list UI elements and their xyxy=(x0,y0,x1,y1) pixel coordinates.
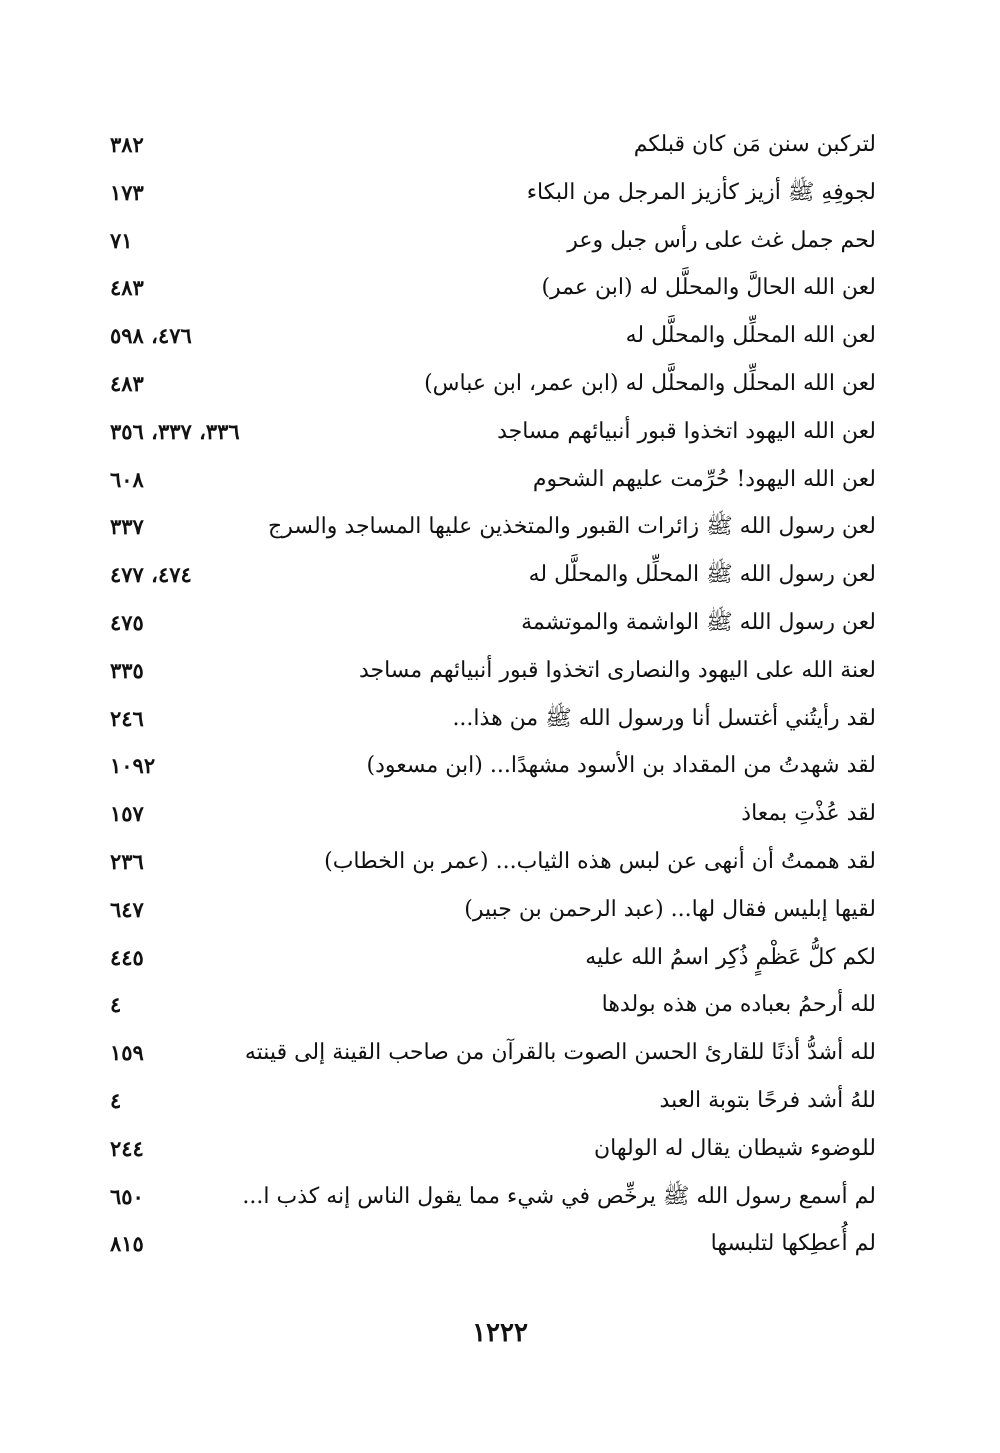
entry-text: لتركبن سنن مَن كان قبلكم xyxy=(633,132,876,157)
entry-text: لعنة الله على اليهود والنصارى اتخذوا قبور أنبيائهم مساجد xyxy=(358,657,876,683)
index-entry xyxy=(110,124,876,172)
entry-text: لعن الله الحالَّ والمحلَّل له (ابن عمر) xyxy=(541,275,876,301)
entry-text: للوضوء شيطان يقال له الولهان xyxy=(593,1135,876,1161)
entry-text: لعن رسول الله ﷺ المحلِّل والمحلَّل له xyxy=(528,562,876,588)
index-entry xyxy=(110,650,876,698)
entry-page-refs: ٢٤٤ xyxy=(110,1135,144,1161)
entry-text: لعن الله اليهود! حُرِّمت عليهم الشحوم xyxy=(532,466,876,492)
index-entry xyxy=(110,793,876,841)
index-entry xyxy=(110,267,876,315)
entry-page-refs: ٤٤٥ xyxy=(110,944,144,970)
entry-page-refs: ٣٣٧ xyxy=(110,514,144,540)
entry-page-refs: ٤٧٤، ٤٧٧ xyxy=(110,562,192,588)
entry-text: لكم كلُّ عَظْمٍ ذُكِر اسمُ الله عليه xyxy=(585,944,876,970)
index-entry xyxy=(110,315,876,363)
entry-page-refs: ١٥٧ xyxy=(110,801,144,827)
entry-page-refs: ٤ xyxy=(110,992,122,1018)
entry-text: لله أشدُّ أذنًا للقارئ الحسن الصوت بالقرآن من صاحب القينة إلى قينته xyxy=(244,1040,876,1066)
entry-text: لم أسمع رسول الله ﷺ يرخِّص في شيء مما يقول الناس إنه كذب ا... xyxy=(242,1183,876,1209)
entry-text: لقد رأيتُني أغتسل أنا ورسول الله ﷺ من هذا... xyxy=(452,705,876,731)
entry-page-refs: ٣٣٥ xyxy=(110,657,144,683)
entry-text: لقد عُذْتِ بمعاذ xyxy=(741,801,876,827)
entry-page-refs: ١٥٩ xyxy=(110,1040,144,1066)
index-entry xyxy=(110,745,876,793)
entry-page-refs: ٤٧٥ xyxy=(110,609,144,635)
index-entry xyxy=(110,937,876,985)
entry-text: لعن الله اليهود اتخذوا قبور أنبيائهم مساجد xyxy=(497,418,876,444)
entry-page-refs: ٣٨٢ xyxy=(110,132,144,157)
index-entry xyxy=(110,220,876,268)
index-entry xyxy=(110,1223,876,1271)
entry-page-refs: ٦٠٨ xyxy=(110,466,144,492)
index-entry xyxy=(110,984,876,1032)
index-entry xyxy=(110,506,876,554)
entry-text: لعن رسول الله ﷺ زائرات القبور والمتخذين عليها المساجد والسرج xyxy=(268,514,876,540)
entry-page-refs: ٧١ xyxy=(110,227,133,253)
entry-page-refs: ٢٣٦ xyxy=(110,848,144,874)
entry-page-refs: ٤٧٦، ٥٩٨ xyxy=(110,323,192,349)
index-entry xyxy=(110,411,876,459)
entry-page-refs: ٦٤٧ xyxy=(110,896,144,922)
entry-text: لله أرحمُ بعباده من هذه بولدها xyxy=(601,992,876,1018)
entry-text: لعن رسول الله ﷺ الواشمة والموتشمة xyxy=(521,609,876,635)
index-entry xyxy=(110,841,876,889)
index-entry xyxy=(110,889,876,937)
index-entry xyxy=(110,1080,876,1128)
index-entry xyxy=(110,1176,876,1224)
index-entry xyxy=(110,698,876,746)
index-entry xyxy=(110,602,876,650)
entry-page-refs: ٢٤٦ xyxy=(110,705,144,731)
entry-text: لقد هممتُ أن أنهى عن لبس هذه الثياب... (عمر بن الخطاب) xyxy=(324,848,876,874)
entry-page-refs: ٣٣٦، ٣٣٧، ٣٥٦ xyxy=(110,418,240,444)
entry-page-refs: ٦٥٠ xyxy=(110,1183,144,1209)
entry-text: لجوفِهِ ﷺ أزيز كأزيز المرجل من البكاء xyxy=(526,179,876,205)
entry-page-refs: ٤٨٣ xyxy=(110,275,144,301)
index-entry xyxy=(110,363,876,411)
entry-page-refs: ٨١٥ xyxy=(110,1231,144,1257)
entry-text: لقيها إبليس فقال لها... (عبد الرحمن بن جبير) xyxy=(464,896,876,922)
index-entry xyxy=(110,459,876,507)
entry-text: لقد شهدتُ من المقداد بن الأسود مشهدًا... (ابن مسعود) xyxy=(366,753,876,779)
entry-page-refs: ٤ xyxy=(110,1087,122,1113)
entry-page-refs: ١٠٩٢ xyxy=(110,753,156,779)
entry-text: لعن الله المحلِّل والمحلَّل له xyxy=(625,323,876,349)
entry-text: لعن الله المحلِّل والمحلَّل له (ابن عمر، ابن عباس) xyxy=(424,370,876,396)
index-entry xyxy=(110,172,876,220)
entry-text: لم أُعطِكها لتلبسها xyxy=(710,1231,876,1257)
page-number: ١٢٢٢ xyxy=(472,1318,528,1348)
entry-page-refs: ١٧٣ xyxy=(110,179,144,205)
hadith-index-list xyxy=(110,124,876,1271)
entry-page-refs: ٤٨٣ xyxy=(110,370,144,396)
index-entry xyxy=(110,554,876,602)
entry-text: للهُ أشد فرحًا بتوبة العبد xyxy=(659,1087,876,1113)
index-entry xyxy=(110,1128,876,1176)
entry-text: لحم جمل غث على رأس جبل وعر xyxy=(567,227,876,253)
index-entry xyxy=(110,1032,876,1080)
